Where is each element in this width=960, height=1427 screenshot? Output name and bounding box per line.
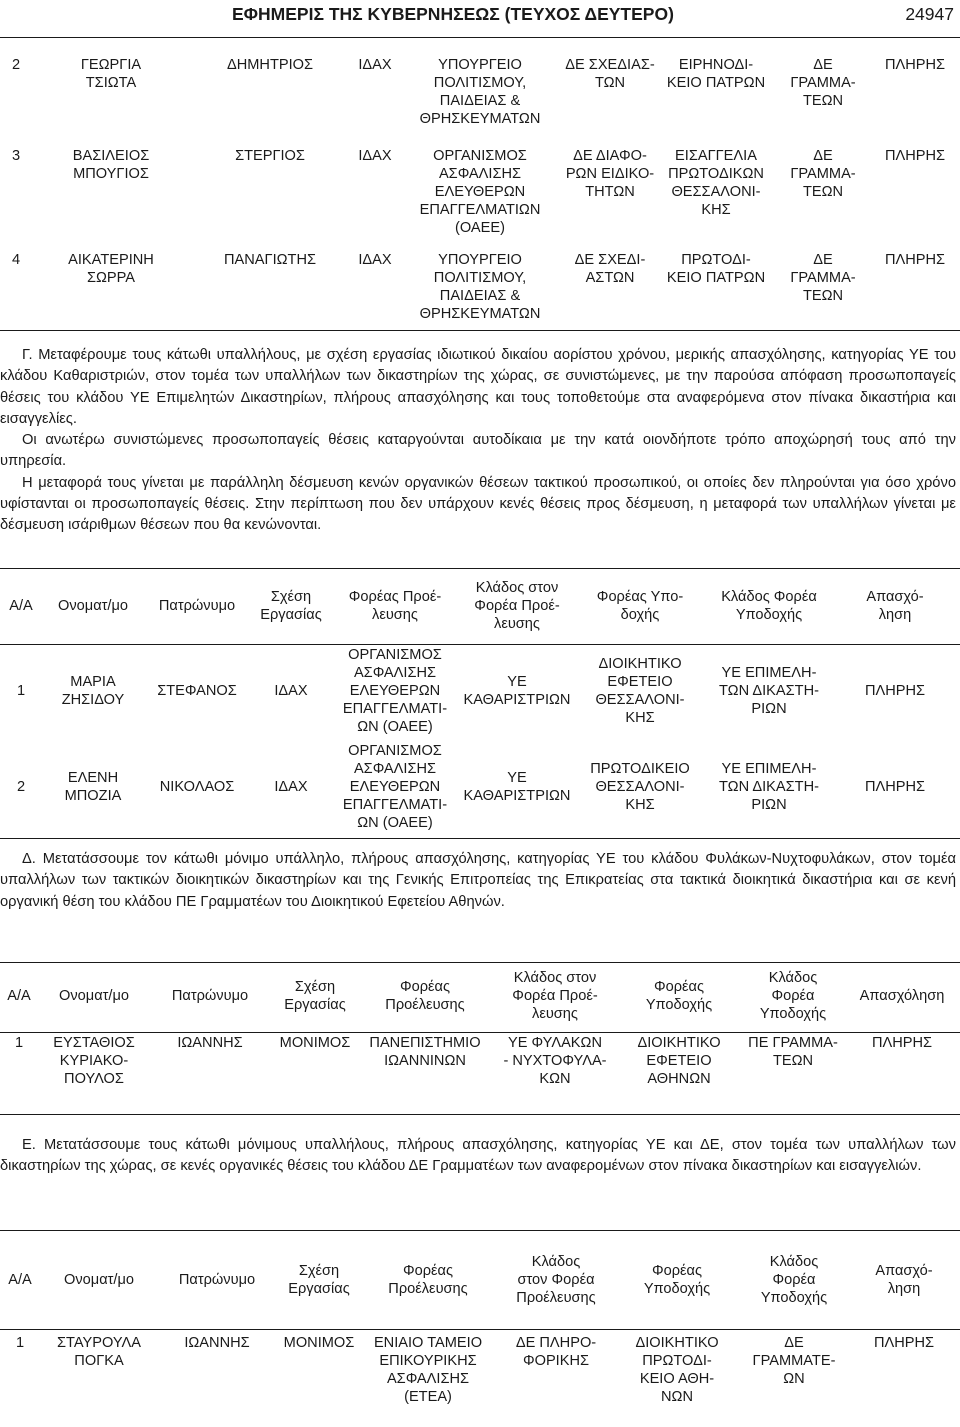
cell-relation: ΙΔΑΧ	[358, 252, 392, 268]
column-header-dest-body-line: Υποδοχής	[643, 1281, 711, 1297]
column-header-aa: Α/Α	[9, 598, 33, 614]
cell-origin-body-line: ΠΑΙΔΕΙΑΣ &	[439, 288, 521, 304]
cell-origin-branch-line: ΚΩΝ	[539, 1071, 571, 1087]
cell-father: ΝΙΚΟΛΑΟΣ	[159, 779, 235, 795]
column-header-origin-body-line: Φορέας	[402, 1263, 454, 1279]
cell-employment: ΠΛΗΡΗΣ	[873, 1335, 935, 1351]
cell-dest-body-line: ΕΦΕΤΕΙΟ	[607, 674, 673, 690]
cell-name-line: ΓΕΩΡΓΙΑ	[80, 57, 142, 73]
column-header-relation	[250, 577, 332, 635]
cell-dest-body-line: ΘΕΣΣΑΛΟΝΙ-	[595, 692, 685, 708]
section-d-paragraph: Δ. Μετατάσσουμε τον κάτωθι μόνιμο υπάλληλο, πλήρους απασχόλησης, κατηγορίας ΥΕ του κλάδου Φυλάκων-Νυχτοφυλάκων, στον τομέα υπαλλήλων των τακτικών διοικητικών δικαστηρίων και της Γενικής Επιτροπείας της Επικρατείας στα τακτικά διοικητικά δικαστήρια και σε κενή οργανική θέση του κλάδου ΠΕ Γραμματέων του Διοικητικού Εφετείου Αθηνών.	[0, 851, 956, 910]
cell-origin-branch-line: ΔΕ ΔΙΑΦΟ-	[573, 148, 647, 164]
cell-name-line: ΣΤΑΥΡΟΥΛΑ	[57, 1335, 141, 1351]
cell-origin-body-line: ΑΣΦΑΛΙΣΗΣ	[438, 166, 522, 182]
reassignment-table-e	[0, 1240, 956, 1410]
column-header-aa: Α/Α	[7, 988, 31, 1004]
cell-origin-body-line: ΕΛΕΥΘΕΡΩΝ	[349, 683, 441, 699]
cell-origin-body	[332, 739, 458, 835]
cell-father: ΙΩΑΝΝΗΣ	[184, 1335, 250, 1351]
page-number: 24947	[905, 4, 954, 24]
cell-aa: 3	[11, 148, 21, 164]
cell-dest-branch-line: ΔΕ	[813, 57, 833, 73]
column-header-origin-body	[332, 577, 458, 635]
column-header-dest-branch-line: Κλάδος Φορέα	[721, 589, 817, 605]
column-header-dest-branch-line: Υποδοχής	[735, 607, 803, 623]
column-header-employment	[852, 1240, 956, 1320]
cell-father: ΙΩΑΝΝΗΣ	[177, 1035, 243, 1051]
cell-dest-branch	[772, 147, 874, 251]
cell-employment: ΠΛΗΡΗΣ	[884, 252, 946, 268]
cell-origin-branch-line: ΥΕ ΦΥΛΑΚΩΝ	[507, 1035, 602, 1051]
column-header-origin-body-line: Φορέας Προέ-	[348, 589, 442, 605]
cell-dest-body-line: ΚΕΙΟ ΠΑΤΡΩΝ	[666, 75, 766, 91]
table-spacer-row	[0, 635, 956, 643]
cell-name-line: ΜΠΟΖΙΑ	[64, 788, 122, 804]
cell-relation: ΙΔΑΧ	[274, 779, 308, 795]
cell-dest-branch	[772, 251, 874, 330]
cell-name-line: ΤΣΙΩΤΑ	[85, 75, 137, 91]
cell-dest-body	[620, 1024, 738, 1088]
column-header-employment-line: Απασχό-	[866, 589, 924, 605]
section-g-paragraph-2: Οι ανωτέρω συνιστώμενες προσωποπαγείς θέσεις καταργούνται αυτοδίκαια με την κατά οιονδήποτε τρόπο αποχώρησή τους από την υπηρεσία.	[0, 432, 956, 470]
cell-origin-body-line: ΕΛΕΥΘΕΡΩΝ	[349, 779, 441, 795]
table-row	[0, 1024, 956, 1088]
cell-name-line: ΖΗΣΙΔΟΥ	[61, 692, 125, 708]
cell-dest-branch-line: ΥΕ ΕΠΙΜΕΛΗ-	[721, 761, 817, 777]
table-row	[0, 147, 956, 251]
cell-origin-body-line: ΕΠΙΚΟΥΡΙΚΗΣ	[379, 1353, 477, 1369]
column-header-dest-branch	[704, 577, 834, 635]
cell-origin-body-line: ΟΡΓΑΝΙΣΜΟΣ	[348, 647, 442, 663]
table-e-header-rule	[0, 1329, 960, 1330]
cell-employment: ΠΛΗΡΗΣ	[871, 1035, 933, 1051]
cell-origin-branch	[560, 251, 660, 330]
cell-dest-body	[660, 56, 772, 147]
cell-father: ΔΗΜΗΤΡΙΟΣ	[226, 57, 314, 73]
cell-origin-branch	[458, 739, 576, 835]
section-e-paragraph: Ε. Μετατάσσουμε τους κάτωθι μόνιμους υπαλλήλους, πλήρους απασχόλησης, κατηγορίας ΥΕ και ΔΕ, στον τομέα των υπαλλήλων των δικαστηρίων της χώρας, σε κενές οργανικές θέσεις του κλάδου ΔΕ Γραμματέων των αναφερομένων στον πίνακα δικαστηρίων και εισαγγελιών.	[0, 1137, 956, 1175]
cell-name-line: ΠΟΥΛΟΣ	[64, 1071, 124, 1087]
column-header-origin-branch-line: Κλάδος στον	[513, 970, 597, 986]
column-header-name: Ονοματ/μο	[64, 1272, 134, 1288]
cell-origin-body-line: ΕΠΑΓΓΕΛΜΑΤΙΩΝ	[419, 202, 541, 218]
column-header-origin-branch	[458, 577, 576, 635]
cell-dest-branch	[704, 643, 834, 739]
table-row	[0, 739, 956, 835]
column-header-origin-branch-line: Προέλευσης	[516, 1290, 596, 1306]
column-header-father: Πατρώνυμο	[178, 1272, 256, 1288]
table-header-row	[0, 1240, 956, 1320]
cell-origin-branch	[458, 643, 576, 739]
cell-origin-branch-line: ΚΑΘΑΡΙΣΤΡΙΩΝ	[463, 692, 571, 708]
column-header-relation-line: Σχέση	[298, 1263, 340, 1279]
column-header-employment-line: Απασχόληση	[859, 988, 945, 1004]
cell-dest-branch	[772, 56, 874, 147]
cell-dest-body-line: ΕΙΡΗΝΟΔΙ-	[678, 57, 754, 73]
column-header-dest-body	[618, 1240, 736, 1320]
section-g-text	[0, 345, 956, 537]
cell-dest-body	[660, 147, 772, 251]
table-row	[0, 251, 956, 330]
cell-origin-branch-line: ΔΕ ΣΧΕΔΙΑΣ-	[565, 57, 655, 73]
cell-name	[38, 1024, 150, 1088]
cell-origin-body-line: ΘΡΗΣΚΕΥΜΑΤΩΝ	[419, 111, 541, 127]
cell-name	[32, 251, 190, 330]
table-g-bottom-rule	[0, 838, 960, 839]
cell-relation: ΙΔΑΧ	[358, 57, 392, 73]
column-header-dest-body-line: δοχής	[620, 607, 660, 623]
cell-dest-body-line: ΘΕΣΣΑΛΟΝΙ-	[595, 779, 685, 795]
table-row	[0, 1320, 956, 1410]
table-d-top-rule	[0, 962, 960, 963]
column-header-employment	[848, 968, 956, 1024]
cell-origin-body-line: ΠΟΛΙΤΙΣΜΟΥ,	[433, 75, 527, 91]
cell-dest-branch-line: ΩΝ	[783, 1371, 805, 1387]
cell-origin-body-line: ΩΝ (ΟΑΕΕ)	[357, 719, 433, 735]
cell-origin-branch-line: ΡΩΝ ΕΙΔΙΚΟ-	[565, 166, 655, 182]
cell-origin-body	[332, 643, 458, 739]
column-header-relation-line: Εργασίας	[288, 1281, 350, 1297]
page-header	[0, 0, 960, 34]
cell-dest-body-line: ΠΡΩΤΟΔΙΚΕΙΟ	[590, 761, 690, 777]
cell-aa: 1	[15, 1335, 25, 1351]
column-header-dest-body-line: Υποδοχής	[645, 997, 713, 1013]
cell-dest-branch-line: ΓΡΑΜΜΑ-	[790, 270, 856, 286]
table-e-top-rule	[0, 1230, 960, 1231]
reassignment-table-d	[0, 968, 956, 1088]
cell-origin-branch	[560, 56, 660, 147]
cell-employment: ΠΛΗΡΗΣ	[864, 779, 926, 795]
cell-origin-branch-line: ΥΕ	[507, 770, 527, 786]
cell-origin-body	[400, 56, 560, 147]
column-header-dest-branch-line: Κλάδος	[768, 970, 818, 986]
cell-origin-body-line: ΕΛΕΥΘΕΡΩΝ	[434, 184, 526, 200]
cell-dest-body	[576, 739, 704, 835]
gazette-title: ΕΦΗΜΕΡΙΣ ΤΗΣ ΚΥΒΕΡΝΗΣΕΩΣ (ΤΕΥΧΟΣ ΔΕΥΤΕΡΟ)	[232, 4, 674, 24]
table-g-top-rule	[0, 568, 960, 569]
cell-dest-body-line: ΔΙΟΙΚΗΤΙΚΟ	[635, 1335, 719, 1351]
cell-dest-body-line: ΚΗΣ	[625, 797, 655, 813]
cell-origin-body-line: ΑΣΦΑΛΙΣΗΣ	[353, 761, 437, 777]
cell-origin-branch-line: ΥΕ	[507, 674, 527, 690]
column-header-relation-line: Σχέση	[270, 589, 312, 605]
column-header-employment-line: ληση	[887, 1281, 921, 1297]
column-header-dest-body-line: Φορέας	[653, 979, 705, 995]
column-header-dest-branch-line: Υποδοχής	[760, 1290, 828, 1306]
cell-dest-body-line: ΝΩΝ	[661, 1389, 693, 1405]
transfer-table-continued	[0, 56, 956, 330]
column-header-dest-branch	[736, 1240, 852, 1320]
cell-name	[32, 147, 190, 251]
cell-aa: 2	[16, 779, 26, 795]
cell-dest-body-line: ΠΡΩΤΟΔΙ-	[642, 1353, 712, 1369]
column-header-origin-branch-line: Φορέα Προέ-	[474, 598, 560, 614]
cell-dest-branch-line: ΡΙΩΝ	[751, 797, 787, 813]
column-header-dest-branch-line: Υποδοχής	[759, 1006, 827, 1022]
column-header-relation-line: Σχέση	[294, 979, 336, 995]
cell-name	[42, 739, 144, 835]
table-header-row	[0, 968, 956, 1024]
column-header-origin-branch	[494, 1240, 618, 1320]
cell-name	[42, 643, 144, 739]
cell-origin-branch-line: ΔΕ ΣΧΕΔΙ-	[574, 252, 646, 268]
section-g-paragraph-3: Η μεταφορά τους γίνεται με παράλληλη δέσμευση κενών οργανικών θέσεων τακτικού προσωπικού, οι οποίες δεν πληρούνται για όσο χρόνο υφίστανται οι προσωποπαγείς θέσεις. Στην περίπτωση που δεν υπάρχουν κενές θέσεις προς δέσμευση, η μεταφορά των υπαλλήλων γίνεται με δέσμευση ισάριθμων θέσεων που θα κενώνονται.	[0, 474, 956, 534]
cell-origin-branch-line: ΤΩΝ	[594, 75, 626, 91]
cell-aa: 1	[16, 683, 26, 699]
cell-dest-body-line: ΕΦΕΤΕΙΟ	[646, 1053, 712, 1069]
table-top-bottom-rule	[0, 330, 960, 331]
cell-dest-branch	[736, 1320, 852, 1410]
column-header-origin-body-line: Φορέας	[399, 979, 451, 995]
column-header-dest-branch-line: Φορέα	[771, 988, 815, 1004]
column-header-father: Πατρώνυμο	[171, 988, 249, 1004]
cell-origin-body	[400, 251, 560, 330]
column-header-origin-body-line: λευσης	[372, 607, 418, 623]
table-header-row	[0, 577, 956, 635]
column-header-relation	[270, 968, 360, 1024]
cell-father: ΣΤΕΡΓΙΟΣ	[235, 148, 305, 164]
cell-origin-body-line: ΩΝ (ΟΑΕΕ)	[357, 815, 433, 831]
cell-dest-branch-line: ΓΡΑΜΜΑ-	[790, 166, 856, 182]
cell-father: ΠΑΝΑΓΙΩΤΗΣ	[223, 252, 317, 268]
cell-employment: ΠΛΗΡΗΣ	[864, 683, 926, 699]
cell-dest-branch-line: ΤΕΩΝ	[802, 93, 844, 109]
column-header-dest-body-line: Φορέας Υπο-	[596, 589, 684, 605]
cell-origin-branch	[560, 147, 660, 251]
cell-dest-body-line: ΠΡΩΤΟΔΙΚΩΝ	[668, 166, 764, 182]
column-header-name: Ονοματ/μο	[58, 598, 128, 614]
cell-name-line: ΜΑΡΙΑ	[70, 674, 116, 690]
cell-origin-branch-line: ΔΕ ΠΛΗΡΟ-	[515, 1335, 597, 1351]
cell-origin-body	[362, 1320, 494, 1410]
column-header-employment-line: Απασχό-	[875, 1263, 933, 1279]
cell-dest-body-line: ΑΘΗΝΩΝ	[647, 1071, 711, 1087]
cell-origin-body-line: (ΟΑΕΕ)	[454, 220, 505, 236]
cell-dest-body-line: ΚΕΙΟ ΠΑΤΡΩΝ	[666, 270, 766, 286]
cell-dest-body	[660, 251, 772, 330]
cell-dest-body-line: ΚΗΣ	[625, 710, 655, 726]
column-header-dest-branch-line: Φορέα	[772, 1272, 816, 1288]
table-d-header-rule	[0, 1032, 960, 1033]
column-header-origin-branch-line: Κλάδος στον	[475, 580, 559, 596]
cell-dest-body-line: ΘΕΣΣΑΛΟΝΙ-	[671, 184, 761, 200]
column-header-origin-body	[362, 1240, 494, 1320]
cell-dest-branch-line: ΥΕ ΕΠΙΜΕΛΗ-	[721, 665, 817, 681]
cell-dest-body-line: ΔΙΟΙΚΗΤΙΚΟ	[637, 1035, 721, 1051]
cell-aa: 4	[11, 252, 21, 268]
table-g-header-rule	[0, 644, 960, 645]
column-header-relation	[276, 1240, 362, 1320]
column-header-name: Ονοματ/μο	[59, 988, 129, 1004]
cell-name	[32, 56, 190, 147]
column-header-origin-branch-line: Φορέα Προέ-	[512, 988, 598, 1004]
cell-dest-branch-line: ΤΕΩΝ	[772, 1053, 814, 1069]
cell-name-line: ΠΟΓΚΑ	[74, 1353, 124, 1369]
cell-dest-branch-line: ΔΕ	[784, 1335, 804, 1351]
cell-origin-body-line: ΟΡΓΑΝΙΣΜΟΣ	[433, 148, 527, 164]
column-header-dest-branch-line: Κλάδος	[769, 1254, 819, 1270]
table-d-bottom-rule	[0, 1114, 960, 1115]
cell-name-line: ΕΥΣΤΑΘΙΟΣ	[53, 1035, 135, 1051]
cell-dest-body-line: ΠΡΩΤΟΔΙ-	[681, 252, 751, 268]
cell-dest-branch-line: ΤΕΩΝ	[802, 288, 844, 304]
cell-name-line: ΒΑΣΙΛΕΙΟΣ	[72, 148, 150, 164]
cell-dest-body	[618, 1320, 736, 1410]
cell-origin-body-line: ΠΑΝΕΠΙΣΤΗΜΙΟ	[369, 1035, 481, 1051]
column-header-relation-line: Εργασίας	[260, 607, 322, 623]
cell-origin-body-line: ΕΝΙΑΙΟ ΤΑΜΕΙΟ	[373, 1335, 483, 1351]
cell-name-line: ΑΙΚΑΤΕΡΙΝΗ	[68, 252, 154, 268]
cell-aa: 2	[11, 57, 21, 73]
column-header-relation-line: Εργασίας	[284, 997, 346, 1013]
cell-dest-body-line: ΔΙΟΙΚΗΤΙΚΟ	[598, 656, 682, 672]
column-header-origin-branch-line: λευσης	[532, 1006, 578, 1022]
cell-dest-body-line: ΕΙΣΑΓΓΕΛΙΑ	[675, 148, 757, 164]
cell-origin-body-line: ΘΡΗΣΚΕΥΜΑΤΩΝ	[419, 306, 541, 322]
section-d-text	[0, 849, 956, 913]
cell-aa: 1	[14, 1035, 24, 1051]
cell-origin-body-line: ΕΠΑΓΓΕΛΜΑΤΙ-	[342, 797, 448, 813]
cell-dest-branch-line: ΡΙΩΝ	[751, 701, 787, 717]
cell-dest-branch-line: ΔΕ	[813, 252, 833, 268]
column-header-origin-body-line: Προέλευσης	[388, 1281, 468, 1297]
section-e-text	[0, 1135, 956, 1178]
transfer-table-g	[0, 577, 956, 835]
cell-origin-branch	[494, 1320, 618, 1410]
cell-employment: ΠΛΗΡΗΣ	[884, 57, 946, 73]
column-header-origin-body-line: Προέλευσης	[385, 997, 465, 1013]
cell-name-line: ΕΛΕΝΗ	[67, 770, 119, 786]
cell-relation: ΙΔΑΧ	[358, 148, 392, 164]
cell-employment: ΠΛΗΡΗΣ	[884, 148, 946, 164]
cell-dest-branch-line: ΓΡΑΜΜΑΤΕ-	[752, 1353, 836, 1369]
cell-dest-branch-line: ΤΩΝ ΔΙΚΑΣΤΗ-	[719, 779, 819, 795]
cell-origin-body	[400, 147, 560, 251]
table-row	[0, 643, 956, 739]
cell-origin-body-line: ΥΠΟΥΡΓΕΙΟ	[438, 252, 522, 268]
cell-name	[40, 1320, 158, 1410]
cell-origin-branch-line: ΦΟΡΙΚΗΣ	[522, 1353, 590, 1369]
table-row	[0, 56, 956, 147]
cell-name-line: ΚΥΡΙΑΚΟ-	[59, 1053, 129, 1069]
cell-relation: ΜΟΝΙΜΟΣ	[279, 1035, 351, 1051]
cell-dest-branch	[704, 739, 834, 835]
column-header-origin-body	[360, 968, 490, 1024]
cell-origin-body-line: ΥΠΟΥΡΓΕΙΟ	[438, 57, 522, 73]
column-header-employment	[834, 577, 956, 635]
column-header-dest-body	[620, 968, 738, 1024]
cell-origin-branch	[490, 1024, 620, 1088]
cell-origin-body-line: ΕΠΑΓΓΕΛΜΑΤΙ-	[342, 701, 448, 717]
cell-origin-body-line: ΟΡΓΑΝΙΣΜΟΣ	[348, 743, 442, 759]
cell-origin-branch-line: ΑΣΤΩΝ	[585, 270, 635, 286]
cell-name-line: ΣΩΡΡΑ	[86, 270, 136, 286]
cell-dest-branch-line: ΤΕΩΝ	[802, 184, 844, 200]
cell-origin-body-line: ΑΣΦΑΛΙΣΗΣ	[353, 665, 437, 681]
cell-origin-body-line: ΠΟΛΙΤΙΣΜΟΥ,	[433, 270, 527, 286]
column-header-origin-branch-line: στον Φορέα	[517, 1272, 595, 1288]
cell-origin-body-line: ΠΑΙΔΕΙΑΣ &	[439, 93, 521, 109]
column-header-dest-body-line: Φορέας	[651, 1263, 703, 1279]
cell-origin-body-line: (ΕΤΕΑ)	[404, 1389, 452, 1405]
cell-father: ΣΤΕΦΑΝΟΣ	[157, 683, 237, 699]
section-g-paragraph-1: Γ. Μεταφέρουμε τους κάτωθι υπαλλήλους, με σχέση εργασίας ιδιωτικού δικαίου αορίστου χρόνου, μερικής απασχόλησης, κατηγορίας ΥΕ του κλάδου Καθαριστριών, στον τομέα των υπαλλήλων των δικαστηρίων της χώρας, σε συνιστώμενες, με την παρούσα απόφαση προσωποπαγείς θέσεις του κλάδου ΥΕ Επιμελητών Δικαστηρίων, πλήρους απασχόλησης και τους τοποθετούμε στα αναφερόμενα στον πίνακα δικαστήρια και εισαγγελίες.	[0, 347, 956, 427]
column-header-employment-line: ληση	[878, 607, 912, 623]
column-header-aa: Α/Α	[8, 1272, 32, 1288]
column-header-origin-branch	[490, 968, 620, 1024]
cell-origin-branch-line: - ΝΥΧΤΟΦΥΛΑ-	[503, 1053, 607, 1069]
cell-relation: ΙΔΑΧ	[274, 683, 308, 699]
cell-dest-branch-line: ΔΕ	[813, 148, 833, 164]
cell-dest-body	[576, 643, 704, 739]
column-header-dest-branch	[738, 968, 848, 1024]
cell-name-line: ΜΠΟΥΓΙΟΣ	[73, 166, 149, 182]
cell-dest-body-line: ΚΕΙΟ ΑΘΗ-	[639, 1371, 715, 1387]
cell-origin-branch-line: ΤΗΤΩΝ	[585, 184, 635, 200]
header-rule	[0, 37, 960, 38]
cell-origin-branch-line: ΚΑΘΑΡΙΣΤΡΙΩΝ	[463, 788, 571, 804]
column-header-origin-branch-line: Κλάδος	[531, 1254, 581, 1270]
column-header-dest-body	[576, 577, 704, 635]
cell-origin-body-line: ΙΩΑΝΝΙΝΩΝ	[384, 1053, 466, 1069]
column-header-father: Πατρώνυμο	[158, 598, 236, 614]
cell-dest-branch	[738, 1024, 848, 1088]
column-header-origin-branch-line: λευσης	[494, 616, 540, 632]
cell-relation: ΜΟΝΙΜΟΣ	[283, 1335, 355, 1351]
cell-dest-branch-line: ΓΡΑΜΜΑ-	[790, 75, 856, 91]
cell-origin-body-line: ΑΣΦΑΛΙΣΗΣ	[386, 1371, 470, 1387]
cell-dest-branch-line: ΠΕ ΓΡΑΜΜΑ-	[748, 1035, 838, 1051]
cell-origin-body	[360, 1024, 490, 1088]
cell-dest-branch-line: ΤΩΝ ΔΙΚΑΣΤΗ-	[719, 683, 819, 699]
cell-dest-body-line: ΚΗΣ	[701, 202, 731, 218]
